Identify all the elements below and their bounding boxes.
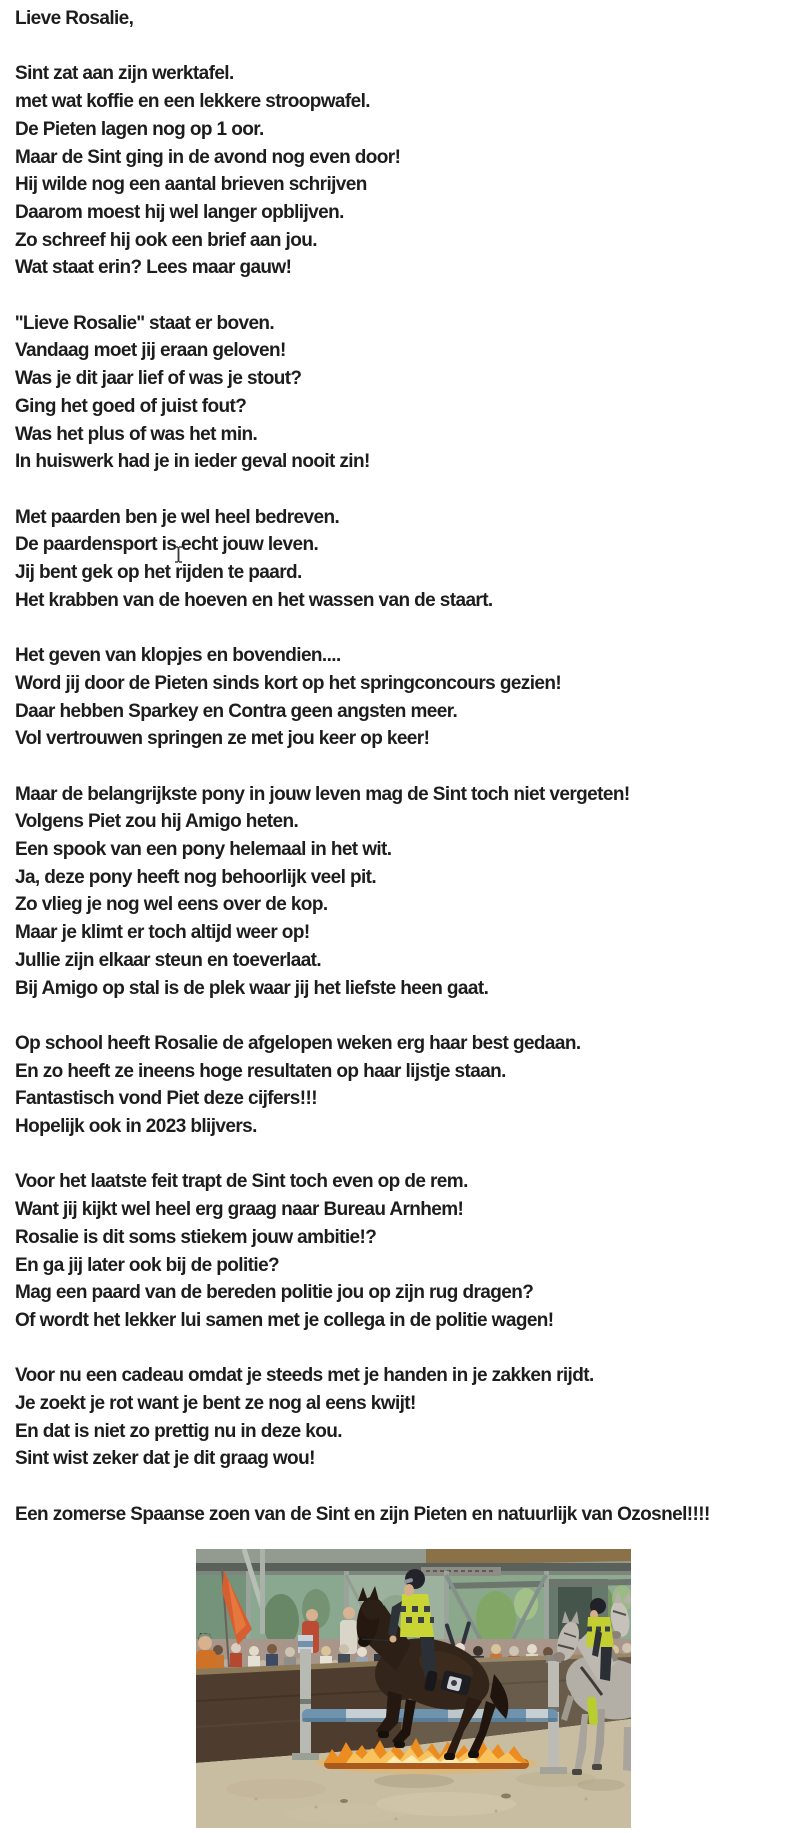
poem-line: Maar de Sint ging in de avond nog even door!: [15, 146, 401, 168]
poem-line: Daar hebben Sparkey en Contra geen angsten meer.: [15, 700, 458, 722]
poem-line: Maar je klimt er toch altijd weer op!: [15, 922, 310, 944]
stanza: [15, 1501, 800, 1529]
poem-line: Zo vlieg je nog wel eens over de kop.: [15, 894, 328, 916]
poem-line: Jij bent gek op het rijden te paard.: [15, 562, 302, 584]
poem-line: Zo schreef hij ook een brief aan jou.: [15, 229, 317, 251]
poem-line: Op school heeft Rosalie de afgelopen weken erg haar best gedaan.: [15, 1032, 581, 1054]
poem-line: Mag een paard van de bereden politie jou op zijn rug dragen?: [15, 1282, 534, 1304]
poem-line: Word jij door de Pieten sinds kort op het springconcours gezien!: [15, 672, 562, 694]
poem-line: En ga jij later ook bij de politie?: [15, 1254, 280, 1276]
stanza: [15, 1030, 800, 1141]
poem-line: In huiswerk had je in ieder geval nooit zin!: [15, 451, 370, 473]
poem-line: Wat staat erin? Lees maar gauw!: [15, 257, 292, 279]
poem-line: Ging het goed of juist fout?: [15, 395, 247, 417]
arena-photo-svg: [196, 1549, 631, 1828]
poem-line: met wat koffie en een lekkere stroopwafel.: [15, 91, 370, 113]
poem-line: Fantastisch vond Piet deze cijfers!!!: [15, 1088, 317, 1110]
poem-line: Hopelijk ook in 2023 blijvers.: [15, 1116, 257, 1138]
poem-line: Maar de belangrijkste pony in jouw leven mag de Sint toch niet vergeten!: [15, 783, 630, 805]
poem-line: Met paarden ben je wel heel bedreven.: [15, 506, 340, 528]
stanza: [15, 1362, 800, 1473]
poem-line: Sint wist zeker dat je dit graag wou!: [15, 1448, 315, 1470]
poem-line: Voor nu een cadeau omdat je steeds met je handen in je zakken rijdt.: [15, 1365, 594, 1387]
stanza: [15, 642, 800, 753]
poem-line: De Pieten lagen nog op 1 oor.: [15, 118, 264, 140]
embedded-photo: [196, 1549, 631, 1828]
poem-line: Lieve Rosalie,: [15, 8, 134, 29]
poem-line: Voor het laatste feit trapt de Sint toch even op de rem.: [15, 1171, 468, 1193]
poem-line: Vandaag moet jij eraan geloven!: [15, 340, 286, 362]
poem-line: Bij Amigo op stal is de plek waar jij het liefste heen gaat.: [15, 977, 489, 999]
stanza: [15, 310, 800, 476]
poem-line: Daarom moest hij wel langer opblijven.: [15, 201, 344, 223]
poem-line: Of wordt het lekker lui samen met je collega in de politie wagen!: [15, 1309, 554, 1331]
poem-line: En dat is niet zo prettig nu in deze kou.: [15, 1420, 342, 1442]
stanza: [15, 1168, 800, 1334]
poem-line: Een zomerse Spaanse zoen van de Sint en zijn Pieten en natuurlijk van Ozosnel!!!!: [15, 1503, 710, 1525]
poem-line: Want jij kijkt wel heel erg graag naar Bureau Arnhem!: [15, 1199, 464, 1221]
poem-line: Een spook van een pony helemaal in het wit.: [15, 839, 392, 861]
poem-line: Je zoekt je rot want je bent ze nog al eens kwijt!: [15, 1393, 416, 1415]
poem-line: Het geven van klopjes en bovendien....: [15, 645, 341, 667]
letter-body: [15, 60, 800, 1528]
stanza: [15, 504, 800, 615]
jump-pole: [302, 1709, 558, 1722]
salutation: [15, 5, 800, 33]
poem-line: Ja, deze pony heeft nog behoorlijk veel pit.: [15, 866, 377, 888]
stanza: [15, 60, 800, 282]
poem-line: Vol vertrouwen springen ze met jou keer op keer!: [15, 728, 430, 750]
poem-line: De paardensport is echt jouw leven.: [15, 534, 319, 556]
poem-line: En zo heeft ze ineens hoge resultaten op haar lijstje staan.: [15, 1060, 506, 1082]
poem-line: Was het plus of was het min.: [15, 423, 258, 445]
poem-line: Hij wilde nog een aantal brieven schrijven: [15, 174, 367, 196]
poem-line: Volgens Piet zou hij Amigo heten.: [15, 811, 299, 833]
poem-line: Sint zat aan zijn werktafel.: [15, 63, 234, 85]
poem-line: Was je dit jaar lief of was je stout?: [15, 368, 302, 390]
poem-line: Jullie zijn elkaar steun en toeverlaat.: [15, 949, 322, 971]
poem-line: Het krabben van de hoeven en het wassen van de staart.: [15, 589, 493, 611]
stanza: [15, 781, 800, 1003]
poem-line: ''Lieve Rosalie'' staat er boven.: [15, 312, 275, 334]
poem-line: Rosalie is dit soms stiekem jouw ambitie!?: [15, 1226, 377, 1248]
